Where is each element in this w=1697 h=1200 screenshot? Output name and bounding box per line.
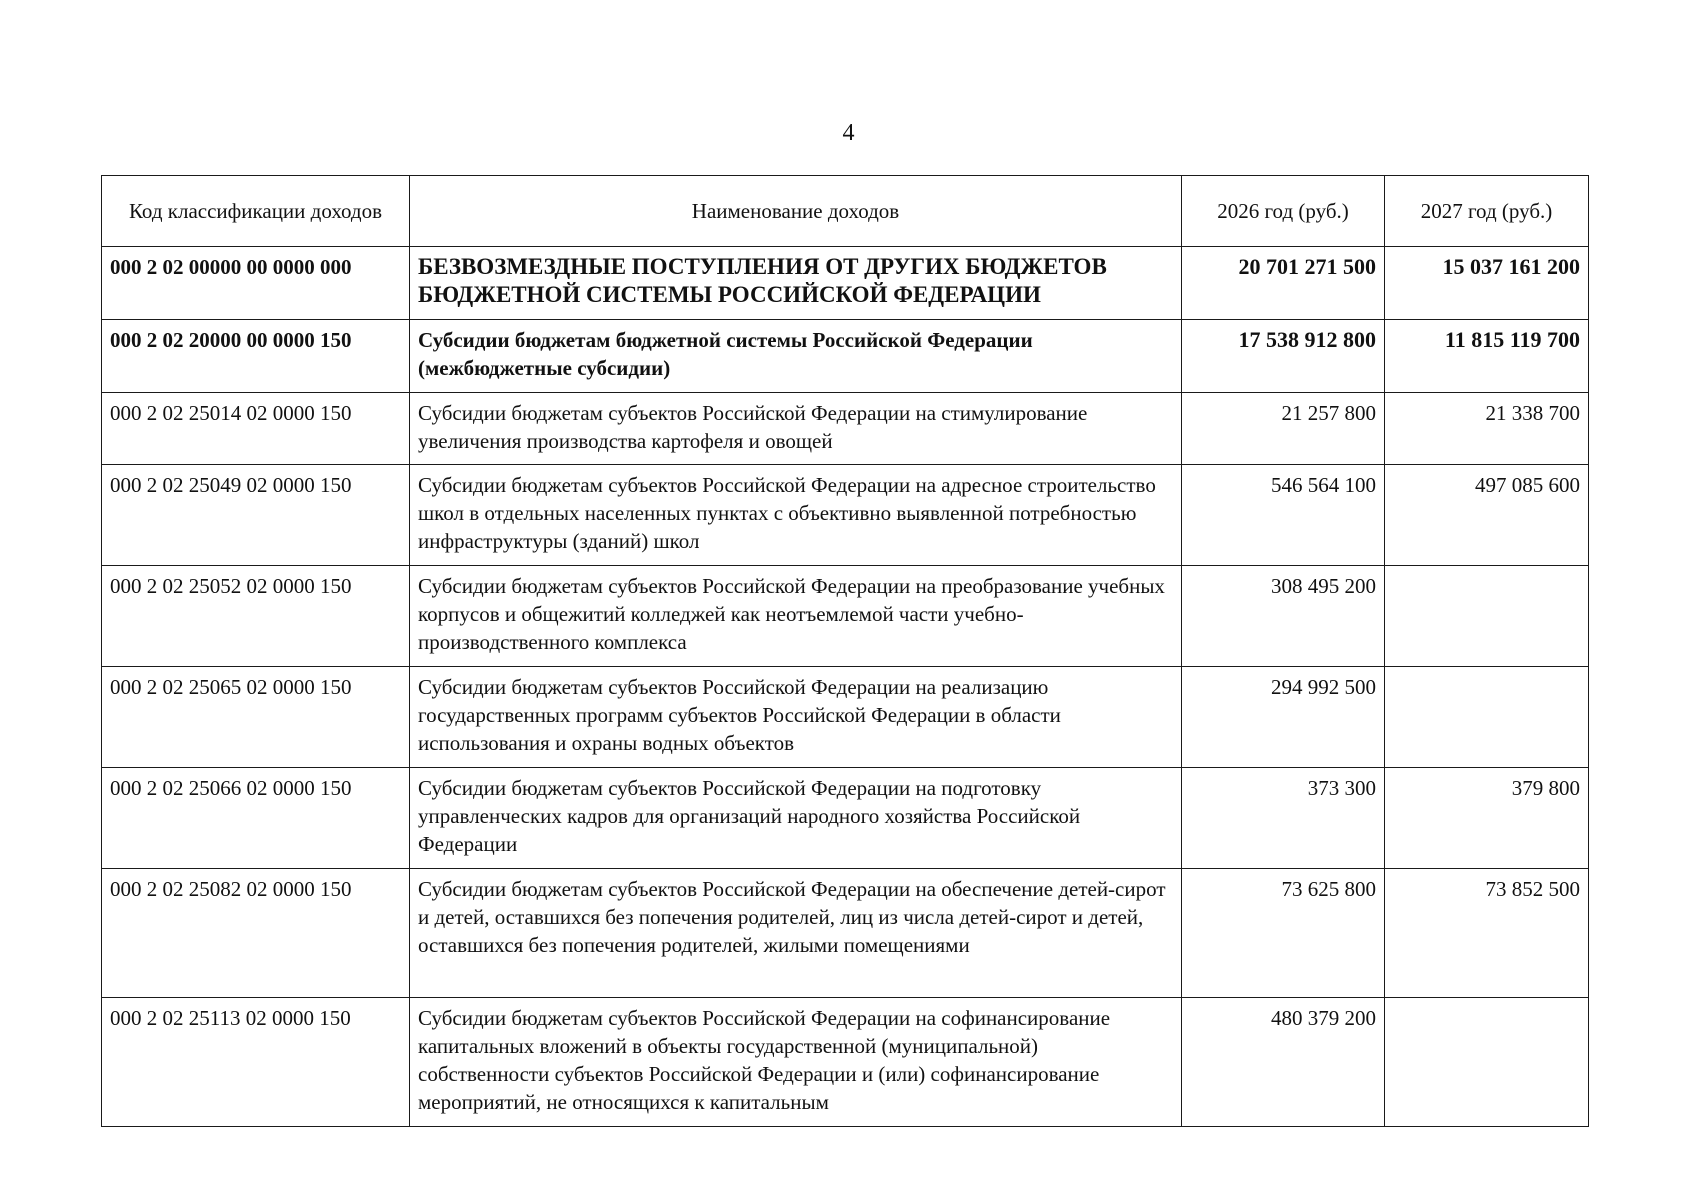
row-amount-2027 (1385, 667, 1589, 768)
row-name: Субсидии бюджетам субъектов Российской Федерации на преобразование учебных корпусов и общежитий колледжей как неотъемлемой части учебно-производственного комплекса (410, 566, 1182, 667)
row-name: Субсидии бюджетам субъектов Российской Федерации на стимулирование увеличения производства картофеля и овощей (410, 393, 1182, 465)
row-code: 000 2 02 25014 02 0000 150 (102, 393, 410, 465)
row-code: 000 2 02 00000 00 0000 000 (102, 247, 410, 320)
row-amount-2027: 497 085 600 (1385, 465, 1589, 566)
row-amount-2027: 379 800 (1385, 768, 1589, 869)
row-amount-2027: 73 852 500 (1385, 869, 1589, 998)
header-year-2027: 2027 год (руб.) (1385, 176, 1589, 247)
row-amount-2027 (1385, 566, 1589, 667)
table-row (102, 320, 1589, 393)
row-amount-2026: 20 701 271 500 (1182, 247, 1385, 320)
table-row (102, 998, 1589, 1127)
row-name: Субсидии бюджетам субъектов Российской Федерации на адресное строительство школ в отдельных населенных пунктах с объективно выявленной потребностью инфраструктуры (зданий) школ (410, 465, 1182, 566)
row-code: 000 2 02 20000 00 0000 150 (102, 320, 410, 393)
table-row (102, 247, 1589, 320)
row-name: Субсидии бюджетам субъектов Российской Федерации на софинансирование капитальных вложений в объекты государственной (муниципальной) собственности субъектов Российской Федерации и (или) софинансирование мероприятий, не относящихся к капитальным (410, 998, 1182, 1127)
table-row (102, 768, 1589, 869)
page-number: 4 (842, 120, 855, 146)
row-amount-2026: 294 992 500 (1182, 667, 1385, 768)
row-name: Субсидии бюджетам субъектов Российской Федерации на реализацию государственных программ субъектов Российской Федерации в области использования и охраны водных объектов (410, 667, 1182, 768)
row-amount-2026: 73 625 800 (1182, 869, 1385, 998)
header-code: Код классификации доходов (102, 176, 410, 247)
row-code: 000 2 02 25049 02 0000 150 (102, 465, 410, 566)
row-name: Субсидии бюджетам бюджетной системы Российской Федерации (межбюджетные субсидии) (410, 320, 1182, 393)
row-amount-2026: 373 300 (1182, 768, 1385, 869)
row-amount-2026: 21 257 800 (1182, 393, 1385, 465)
header-year-2026: 2026 год (руб.) (1182, 176, 1385, 247)
row-code: 000 2 02 25082 02 0000 150 (102, 869, 410, 998)
row-amount-2027: 11 815 119 700 (1385, 320, 1589, 393)
header-name: Наименование доходов (410, 176, 1182, 247)
row-code: 000 2 02 25052 02 0000 150 (102, 566, 410, 667)
row-amount-2027: 21 338 700 (1385, 393, 1589, 465)
row-amount-2027: 15 037 161 200 (1385, 247, 1589, 320)
row-amount-2026: 308 495 200 (1182, 566, 1385, 667)
row-name: БЕЗВОЗМЕЗДНЫЕ ПОСТУПЛЕНИЯ ОТ ДРУГИХ БЮДЖЕТОВ БЮДЖЕТНОЙ СИСТЕМЫ РОССИЙСКОЙ ФЕДЕРАЦИИ (410, 247, 1182, 320)
row-code: 000 2 02 25113 02 0000 150 (102, 998, 410, 1127)
table-row (102, 667, 1589, 768)
row-code: 000 2 02 25066 02 0000 150 (102, 768, 410, 869)
table-row (102, 393, 1589, 465)
table-row (102, 869, 1589, 998)
table-row (102, 566, 1589, 667)
table-header-row (102, 176, 1589, 247)
row-amount-2026: 17 538 912 800 (1182, 320, 1385, 393)
row-name: Субсидии бюджетам субъектов Российской Федерации на обеспечение детей-сирот и детей, оставшихся без попечения родителей, лиц из числа детей-сирот и детей, оставшихся без попечения родителей, жилыми помещениями (410, 869, 1182, 998)
table-row (102, 465, 1589, 566)
row-code: 000 2 02 25065 02 0000 150 (102, 667, 410, 768)
row-amount-2027 (1385, 998, 1589, 1127)
row-amount-2026: 546 564 100 (1182, 465, 1385, 566)
row-name: Субсидии бюджетам субъектов Российской Федерации на подготовку управленческих кадров для организаций народного хозяйства Российской Федерации (410, 768, 1182, 869)
revenue-table (101, 175, 1589, 1127)
row-amount-2026: 480 379 200 (1182, 998, 1385, 1127)
